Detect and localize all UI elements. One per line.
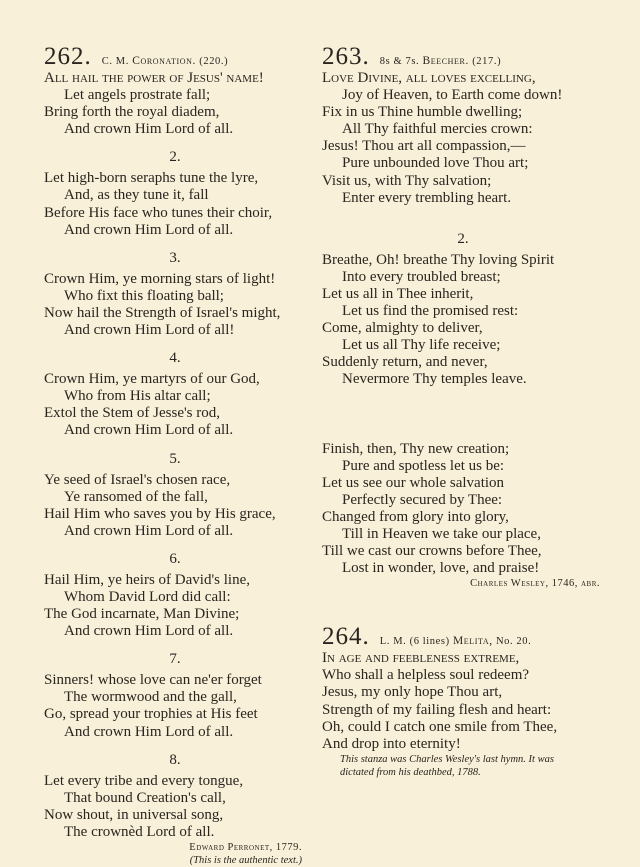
verse-line: Nevermore Thy temples leave. (342, 371, 527, 388)
verse-line: All Thy faithful mercies crown: (342, 121, 533, 138)
verse-line: Let every tribe and every tongue, (44, 772, 244, 789)
verse (44, 752, 306, 841)
verse-line: That bound Creation's call, (64, 789, 226, 806)
hymn-meter: C. M. (101, 56, 129, 67)
verse-line: In age and feebleness extreme, (322, 650, 520, 667)
verse-line: Before His face who tunes their choir, (44, 204, 273, 221)
verse-line: And crown Him Lord of all. (64, 221, 234, 238)
verse-line: Now hail the Strength of Israel's might, (44, 304, 281, 321)
left-column (44, 44, 306, 867)
verse-line: And crown Him Lord of all. (64, 121, 234, 138)
verse-line: Suddenly return, and never, (322, 354, 488, 371)
verse-line: Enter every trembling heart. (342, 189, 512, 206)
hymn-meta (102, 55, 228, 67)
verse-line: Who from His altar call; (64, 388, 211, 405)
hymn-number: 263. (322, 43, 370, 70)
verse-line: Lost in wonder, love, and praise! (342, 560, 540, 577)
verse-line: Hail Him who saves you by His grace, (44, 505, 276, 522)
verse-line: Oh, could I catch one smile from Thee, (322, 718, 558, 735)
verse-line: And drop into eternity! (322, 735, 461, 752)
hymn-263-header (322, 44, 604, 70)
verse-line: Love Divine, all loves excelling, (322, 70, 536, 86)
verse-line: Let angels prostrate fall; (64, 87, 211, 104)
verse-line: Into every troubled breast; (342, 268, 501, 285)
hymn-number: 262. (44, 43, 92, 70)
verse-line: Fix in us Thine humble dwelling; (322, 104, 523, 121)
verse-line: Perfectly secured by Thee: (342, 491, 503, 508)
hymn-264-note-line-2: dictated from his deathbed, 1788. (340, 766, 481, 778)
verse-number: 3. (169, 249, 181, 266)
verse-line: Whom David Lord did call: (64, 588, 231, 605)
verse-line: Pure and spotless let us be: (342, 457, 505, 474)
verse-line: Extol the Stem of Jesse's rod, (44, 405, 221, 422)
verse-line: And crown Him Lord of all. (64, 522, 234, 539)
hymn-264-verses (322, 650, 604, 753)
verse-line: Now shout, in universal song, (44, 806, 224, 823)
verse-number: 6. (169, 550, 181, 567)
verse-line: And, as they tune it, fall (64, 187, 209, 204)
verse-line: Let us all in Thee inherit, (322, 285, 474, 302)
verse-line: Bring forth the royal diadem, (44, 104, 220, 121)
hymn-264-header (322, 624, 604, 650)
verse-line: Visit us, with Thy salvation; (322, 172, 492, 189)
verse (322, 441, 604, 578)
verse-line: And crown Him Lord of all. (64, 723, 234, 740)
hymn-262-credit: Edward Perronet, 1779. (189, 842, 302, 853)
hymn-262-header (44, 44, 306, 70)
verse-line: And crown Him Lord of all. (64, 422, 234, 439)
verse-line: Pure unbounded love Thou art; (342, 155, 529, 172)
hymn-number: 264. (322, 623, 370, 651)
verse-number: 8. (169, 751, 181, 768)
verse-line: Breathe, Oh! breathe Thy loving Spirit (322, 251, 555, 268)
verse (322, 70, 604, 207)
verse-number: 2. (169, 149, 181, 166)
verse-line: Crown Him, ye martyrs of our God, (44, 371, 260, 388)
verse-line: Come, almighty to deliver, (322, 320, 483, 337)
verse-line: All hail the power of Jesus' name! (44, 70, 264, 86)
verse-line: Let us all Thy life receive; (342, 337, 501, 354)
verse-number: 2. (457, 230, 469, 247)
verse-line: Till in Heaven we take our place, (342, 525, 541, 542)
hymn-263-credit: Charles Wesley, 1746, abr. (470, 578, 600, 590)
verse-number: 7. (169, 651, 181, 668)
verse-number: 4. (169, 350, 181, 367)
verse (322, 231, 604, 389)
hymn-ref: No. 20. (495, 636, 532, 648)
verse-line: The God incarnate, Man Divine; (44, 606, 240, 623)
verse-line: Jesus! Thou art all compassion,— (322, 138, 526, 155)
verse (44, 350, 306, 439)
verse-line: Let us find the promised rest: (342, 303, 519, 320)
verse-line: Crown Him, ye morning stars of light! (44, 270, 276, 287)
verse-line: Who fixt this floating ball; (64, 287, 224, 304)
verse-line: Hail Him, ye heirs of David's line, (44, 571, 250, 588)
verse (44, 651, 306, 740)
verse-line: Let us see our whole salvation (322, 474, 505, 491)
verse-line: Finish, then, Thy new creation; (322, 440, 510, 457)
verse (322, 650, 604, 753)
verse-number: 5. (169, 450, 181, 467)
hymn-meter: L. M. (6 lines) (379, 636, 450, 648)
hymn-262-credit-note: (This is the authentic text.) (189, 855, 302, 866)
verse-line: The crownèd Lord of all. (64, 823, 215, 840)
hymn-tune: Beecher. (422, 55, 469, 67)
hymn-264-note-line-1: This stanza was Charles Wesley's last hymn. It was (340, 753, 554, 765)
verse-line: Ye ransomed of the fall, (64, 488, 208, 505)
hymn-tune: Coronation. (132, 55, 197, 67)
verse (44, 451, 306, 540)
verse-line: Let high-born seraphs tune the lyre, (44, 170, 259, 187)
hymn-meter: 8s & 7s. (379, 56, 420, 67)
verse (44, 149, 306, 238)
verse-line: Sinners! whose love can ne'er forget (44, 672, 262, 689)
hymn-meta (380, 635, 532, 647)
verse-line: Jesus, my only hope Thou art, (322, 684, 503, 701)
verse-line: The wormwood and the gall, (64, 689, 237, 706)
verse-line: Till we cast our crowns before Thee, (322, 543, 542, 560)
verse-line: And crown Him Lord of all! (64, 322, 235, 339)
verse (44, 70, 306, 138)
hymn-262-verses (44, 70, 306, 841)
verse-line: And crown Him Lord of all. (64, 623, 234, 640)
verse-line: Changed from glory into glory, (322, 508, 509, 525)
verse-line: Go, spread your trophies at His feet (44, 706, 258, 723)
verse-line: Who shall a helpless soul redeem? (322, 667, 530, 684)
verse-line: Ye seed of Israel's chosen race, (44, 471, 231, 488)
hymn-tune: Melita, (452, 635, 493, 648)
verse (44, 551, 306, 640)
hymn-ref: (217.) (472, 56, 502, 67)
verse (44, 250, 306, 339)
right-column (322, 44, 604, 779)
hymn-263-verses (322, 70, 604, 577)
verse-line: Joy of Heaven, to Earth come down! (342, 87, 563, 104)
hymn-meta (380, 55, 501, 67)
hymn-ref: (220.) (199, 56, 229, 67)
verse-line: Strength of my failing flesh and heart: (322, 701, 552, 718)
